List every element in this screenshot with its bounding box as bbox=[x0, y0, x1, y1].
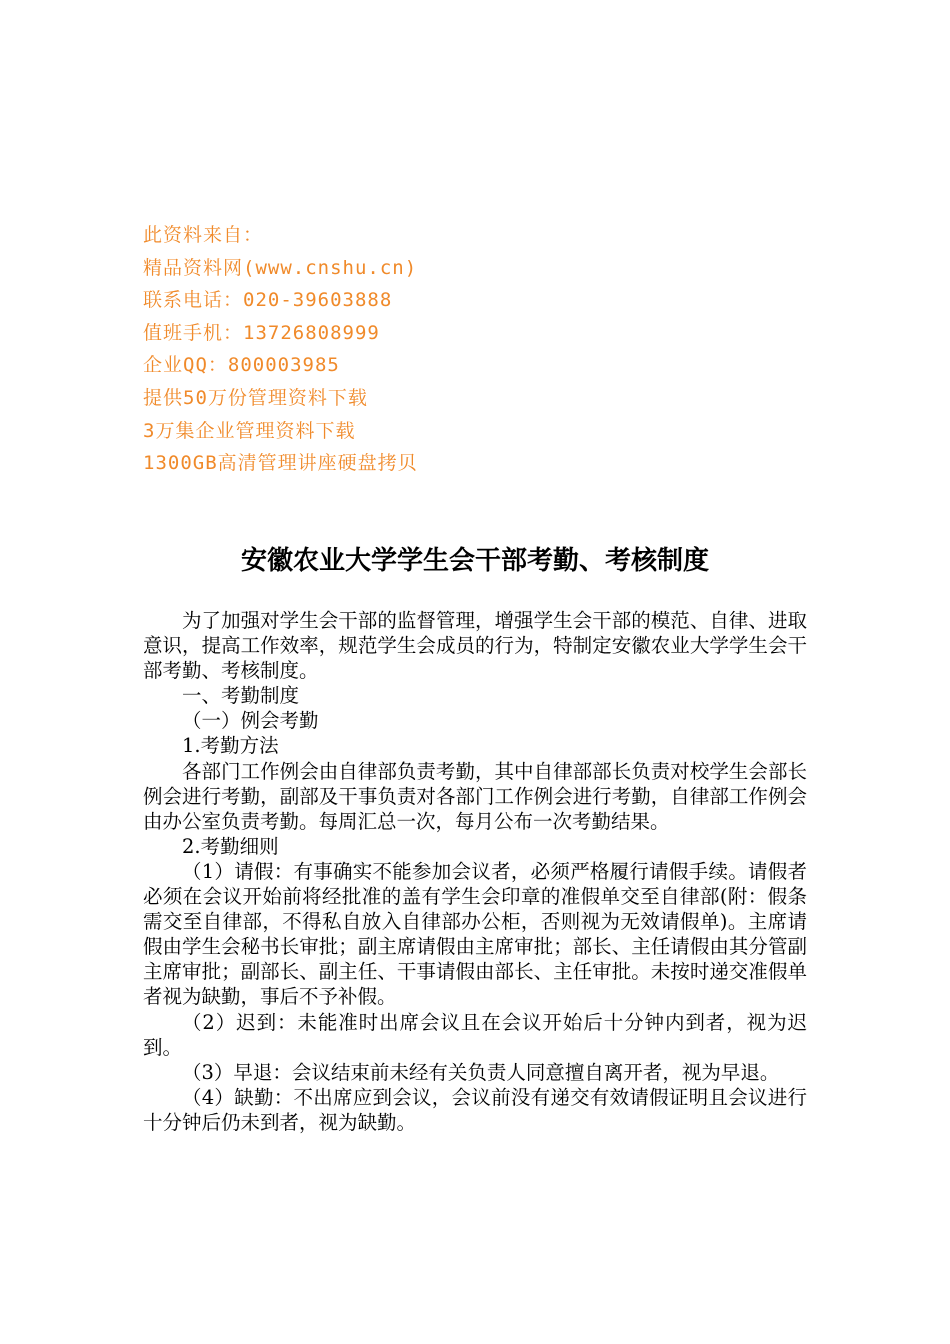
source-line-offer-2: 3万集企业管理资料下载 bbox=[143, 419, 356, 442]
source-line-intro: 此资料来自： bbox=[143, 224, 264, 246]
section-heading: 一、考勤制度 bbox=[182, 684, 300, 708]
intro-paragraph: 为了加强对学生会干部的监督管理，增强学生会干部的模范、自律、进取意识，提高工作效率，规范学生会成员的行为，特制定安徽农业大学学生会干部考勤、考核制度。 bbox=[143, 609, 807, 683]
item-heading: 2.考勤细则 bbox=[182, 834, 279, 858]
rule-paragraph-late: （2）迟到：未能准时出席会议且在会议开始后十分钟内到者，视为迟到。 bbox=[143, 1010, 807, 1059]
body-paragraph: 各部门工作例会由自律部负责考勤，其中自律部部长负责对校学生会部长例会进行考勤，副部及干事负责对各部门工作例会进行考勤，自律部工作例会由办公室负责考勤。每周汇总一次，每月公布一次考勤结果。 bbox=[143, 759, 807, 833]
source-info-block bbox=[143, 219, 743, 480]
document-title: 安徽农业大学学生会干部考勤、考核制度 bbox=[240, 546, 709, 576]
source-line-phone: 联系电话：020-39603888 bbox=[143, 289, 393, 312]
source-line-qq: 企业QQ：800003985 bbox=[143, 354, 340, 377]
item-heading: 1.考勤方法 bbox=[182, 734, 279, 758]
source-line-website: 精品资料网(www.cnshu.cn) bbox=[143, 256, 418, 279]
rule-paragraph-early-leave: （3）早退：会议结束前未经有关负责人同意擅自离开者，视为早退。 bbox=[182, 1060, 780, 1084]
subsection-heading: （一）例会考勤 bbox=[182, 709, 319, 733]
source-line-offer-1: 提供50万份管理资料下载 bbox=[143, 386, 368, 409]
source-line-offer-3: 1300GB高清管理讲座硬盘拷贝 bbox=[143, 452, 418, 475]
document-body bbox=[143, 608, 807, 1135]
rule-paragraph-leave: （1）请假：有事确实不能参加会议者，必须严格履行请假手续。请假者必须在会议开始前将经批准的盖有学生会印章的准假单交至自律部(附：假条需交至自律部，不得私自放入自律部办公柜，否则视为无效请假单)。主席请假由学生会秘书长审批；副主席请假由主席审批；部长、主任请假由其分管副主席审批；副部长、副主任、干事请假由部长、主任审批。未按时递交准假单者视为缺勤，事后不予补假。 bbox=[143, 859, 807, 1009]
source-line-mobile: 值班手机：13726808999 bbox=[143, 321, 380, 344]
rule-paragraph-absence: （4）缺勤：不出席应到会议，会议前没有递交有效请假证明且会议进行十分钟后仍未到者，视为缺勤。 bbox=[143, 1085, 807, 1134]
